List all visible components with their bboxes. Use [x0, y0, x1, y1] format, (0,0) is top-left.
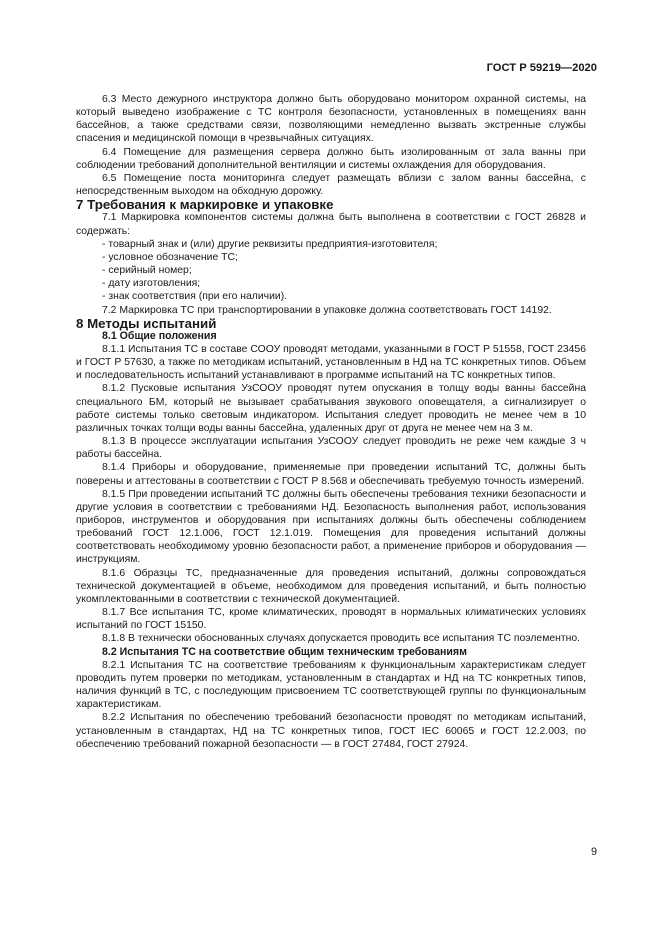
paragraph-6-5: 6.5 Помещение поста мониторинга следует размещать вблизи с залом ванны бассейна, с непосредственным выходом на обходную дорожку.: [76, 172, 586, 198]
paragraph-8-1-2: 8.1.2 Пусковые испытания УзСООУ проводят путем опускания в толщу воды ванны бассейна специального БМ, который не вызывает срабатывания звукового оповещателя, а сигнализирует о работе системы только световым индикатором. Испытания следует проводить не менее чем в 10 различных точках толщи воды ванны бассейна, удаленных друг от друга не менее чем на 3 м.: [76, 383, 586, 434]
list-item: - серийный номер;: [102, 265, 192, 277]
paragraph-8-1-5: 8.1.5 При проведении испытаний ТС должны быть обеспечены требования техники безопасности и другие условия в соответствии с требованиями НД. Безопасность выполнения работ, использования приборов, инструментов и оборудования при испытаниях должны быть обеспечены соблюдением требований ГОСТ 12.1.006, ГОСТ 12.1.019. Помещения для проведения испытаний должны соответствовать необходимому уровню безопасности работ, а применение приборов и оборудования — инструкциям.: [76, 488, 586, 566]
paragraph-8-1-1: 8.1.1 Испытания ТС в составе СООУ проводят методами, указанными в ГОСТ Р 51558, ГОСТ 23456 и ГОСТ Р 57630, а также по методикам испытаний, установленным в НД на ТС конкретных типов. Объем и последовательность испытаний устанавливают в программе испытаний на ТС конкретных типов.: [76, 343, 586, 382]
page-body: [76, 93, 586, 751]
section-8-heading: 8 Методы испытаний: [76, 315, 217, 331]
subsection-8-1-heading: 8.1 Общие положения: [102, 329, 217, 342]
paragraph-6-3: 6.3 Место дежурного инструктора должно быть оборудовано монитором охранной системы, на который выведено изображение с ТС контроля безопасности, установленных в помещениях ванн бассейнов, а также средствами связи, позволяющими немедленно вызвать экстренные службы спасения и медицинской помощи в чрезвычайных ситуациях.: [76, 94, 586, 145]
paragraph-8-2-2: 8.2.2 Испытания по обеспечению требований безопасности проводят по методикам испытаний, установленным в стандартах, НД на ТС конкретных типов, ГОСТ IEC 60065 и ГОСТ 12.2.003, по обеспечению требований пожарной безопасности — в ГОСТ 27484, ГОСТ 27924.: [76, 712, 586, 750]
list-item: - знак соответствия (при его наличии).: [102, 291, 288, 303]
paragraph-8-1-4: 8.1.4 Приборы и оборудование, применяемые при проведении испытаний ТС, должны быть поверены и аттестованы в соответствии с ГОСТ Р 8.568 и обеспечивать требуемую точность измерений.: [76, 462, 586, 487]
paragraph-8-2-1: 8.2.1 Испытания ТС на соответствие требованиям к функциональным характеристикам следует проводить путем проверки по методикам, установленным в стандартах и НД на ТС конкретных типов, наличия функций в ТС, с последующим присвоением ТС соответствующей группы по функциональным характеристикам.: [76, 659, 586, 711]
paragraph-7-1: 7.1 Маркировка компонентов системы должна быть выполнена в соответствии с ГОСТ 26828 и содержать:: [76, 212, 586, 237]
paragraph-6-4: 6.4 Помещение для размещения сервера должно быть изолированным от зала ванны при соблюдении требований дополнительной вентиляции и системы охлаждения для оборудования.: [76, 146, 586, 171]
page-number: 9: [590, 846, 597, 858]
subsection-8-2-heading: 8.2 Испытания ТС на соответствие общим техническим требованиям: [102, 645, 467, 658]
paragraph-8-1-8: 8.1.8 В технически обоснованных случаях допускается проводить все испытания ТС поэлементно.: [102, 633, 581, 645]
list-item: - условное обозначение ТС;: [102, 251, 238, 263]
section-7-heading: 7 Требования к маркировке и упаковке: [76, 197, 334, 213]
document-id: ГОСТ Р 59219—2020: [486, 62, 597, 74]
paragraph-7-2: 7.2 Маркировка ТС при транспортировании в упаковке должна соответствовать ГОСТ 14192.: [102, 304, 552, 316]
list-item: - товарный знак и (или) другие реквизиты предприятия-изготовителя;: [102, 238, 438, 250]
paragraph-8-1-7: 8.1.7 Все испытания ТС, кроме климатических, проводят в нормальных климатических условиях испытаний по ГОСТ 15150.: [76, 607, 586, 632]
list-item: - дату изготовления;: [102, 278, 201, 290]
paragraph-8-1-3: 8.1.3 В процессе эксплуатации испытания УзСООУ следует проводить не реже чем каждые 3 ч работы бассейна.: [76, 436, 586, 461]
paragraph-8-1-6: 8.1.6 Образцы ТС, предназначенные для проведения испытаний, должны сопровождаться технической документацией в объеме, необходимом для проведения испытаний, и быть полностью укомплектованными в соответствии с технической документацией.: [76, 567, 586, 605]
